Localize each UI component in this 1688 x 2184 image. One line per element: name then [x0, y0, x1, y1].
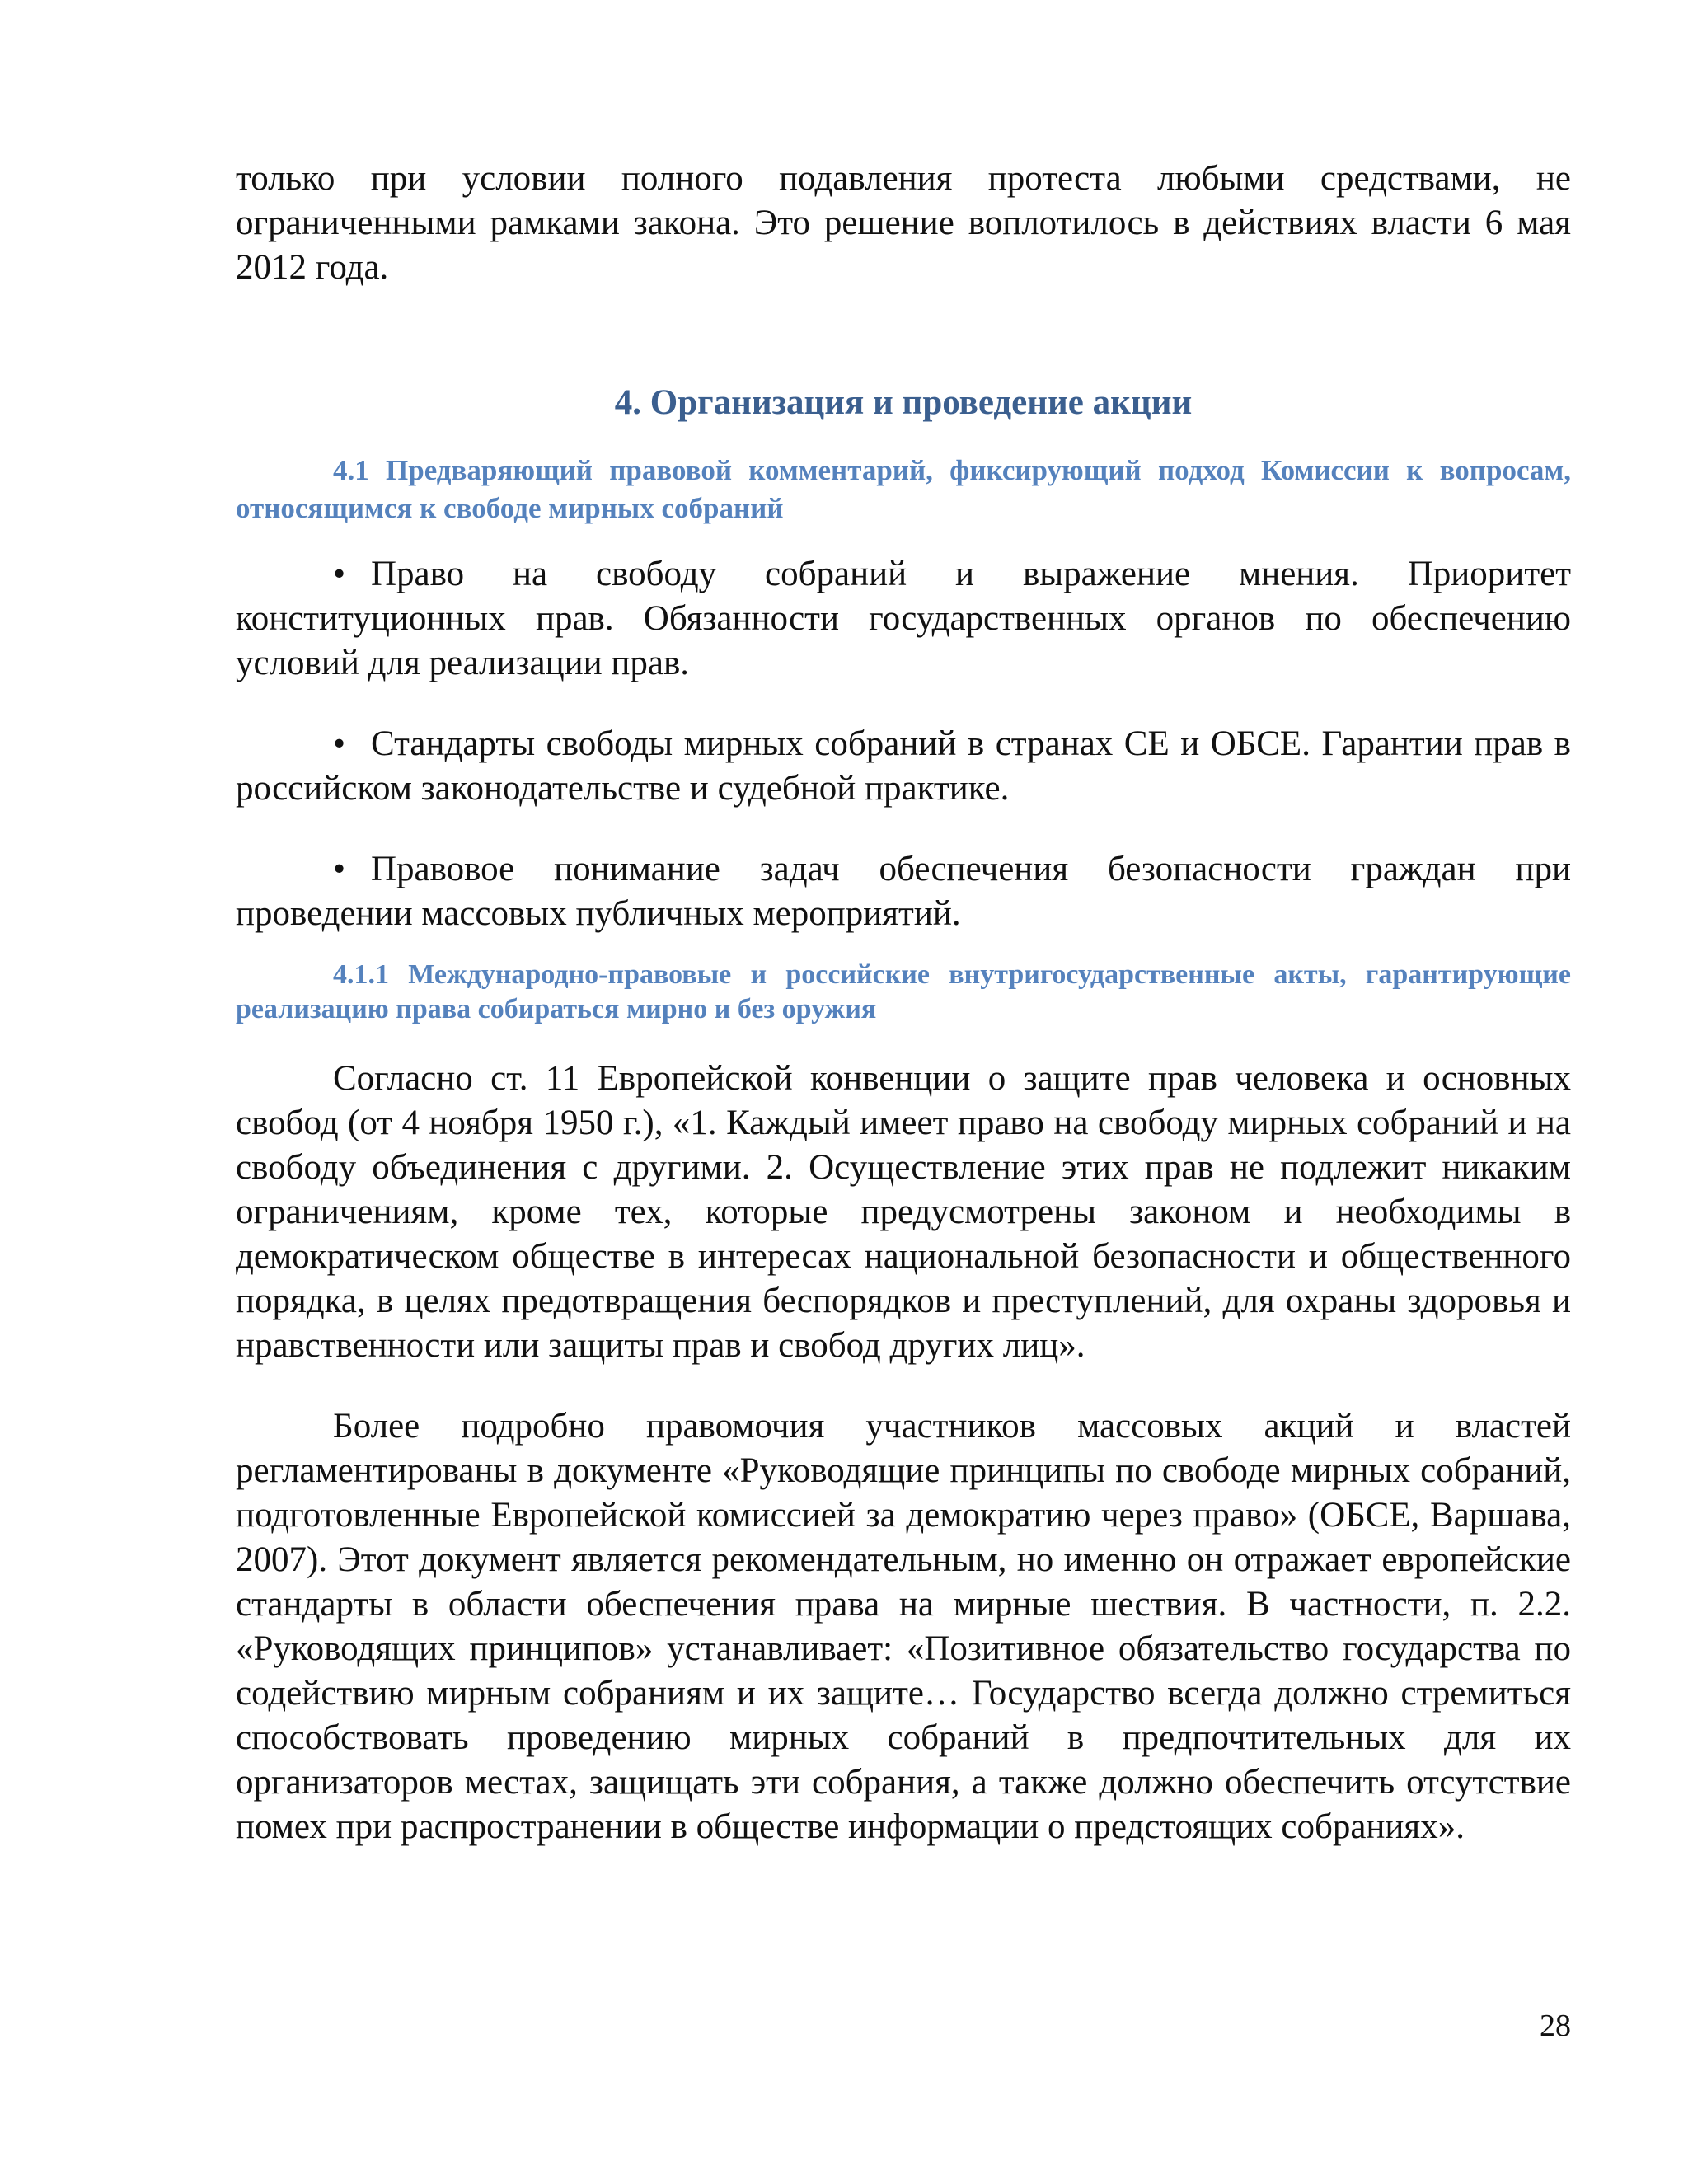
subsubsection-heading: 4.1.1 Международно-правовые и российские внутригосударственные акты, гарантирующие реализацию права собираться мирно и без оружия — [236, 959, 1571, 1024]
intro-paragraph: только при условии полного подавления протеста любыми средствами, не ограниченными рамками закона. Это решение воплотилось в действиях власти 6 мая 2012 года. — [236, 159, 1571, 287]
spacer — [236, 936, 1571, 958]
spacer — [236, 290, 1571, 381]
bullet-item-security — [236, 847, 1571, 936]
paragraph-guidelines: Более подробно правомочия участников массовых акций и властей регламентированы в документе «Руководящие принципы по свободе мирных собраний, подготовленные Европейской комиссией за демократию через право» (ОБСЕ, Варшава, 2007). Этот документ является рекомендательным, но именно он отражает европейские стандарты в области обеспечения права на мирные шествия. В частности, п. 2.2. «Руководящих принципов» устанавливает: «Позитивное обязательство государства по содействию мирным собраниям и их защите… Государство всегда должно стремиться способствовать проведению мирных собраний в предпочтительных для их организаторов местах, защищать эти собрания, а также должно обеспечить отсутствие помех при распространении в обществе информации о предстоящих собраниях». — [236, 1407, 1571, 1846]
page-number: 28 — [1540, 2008, 1571, 2043]
spacer — [236, 811, 1571, 847]
spacer — [236, 1027, 1571, 1057]
spacer — [236, 527, 1571, 552]
spacer — [236, 1368, 1571, 1404]
spacer — [236, 425, 1571, 452]
bullet-item-standards — [236, 722, 1571, 811]
bullet-icon: • — [333, 555, 346, 593]
spacer — [236, 686, 1571, 722]
bullet-text: Стандарты свободы мирных собраний в странах СЕ и ОБСЕ. Гарантии прав в российском законодательстве и судебной практике. — [236, 724, 1571, 808]
page-content — [236, 157, 1571, 1849]
subsection-heading: 4.1 Предваряющий правовой комментарий, фиксирующий подход Комиссии к вопросам, относящимся к свободе мирных собраний — [236, 454, 1571, 524]
bullet-text: Право на свободу собраний и выражение мнения. Приоритет конституционных прав. Обязанности государственных органов по обеспечению условий для реализации прав. — [236, 555, 1571, 682]
bullet-item-rights — [236, 552, 1571, 686]
bullet-text: Правовое понимание задач обеспечения безопасности граждан при проведении массовых публичных мероприятий. — [236, 850, 1571, 933]
section-heading: 4. Организация и проведение акции — [614, 383, 1193, 422]
bullet-icon: • — [333, 724, 346, 763]
bullet-icon: • — [333, 850, 346, 888]
paragraph-convention: Согласно ст. 11 Европейской конвенции о защите прав человека и основных свобод (от 4 ноября 1950 г.), «1. Каждый имеет право на свободу мирных собраний и на свободу объединения с другими. 2. Осуществление этих прав не подлежит никаким ограничениям, кроме тех, которые предусмотрены законом и необходимы в демократическом обществе в интересах национальной безопасности и общественного порядка, в целях предотвращения беспорядков и преступлений, для охраны здоровья и нравственности или защиты прав и свобод других лиц». — [236, 1059, 1571, 1365]
